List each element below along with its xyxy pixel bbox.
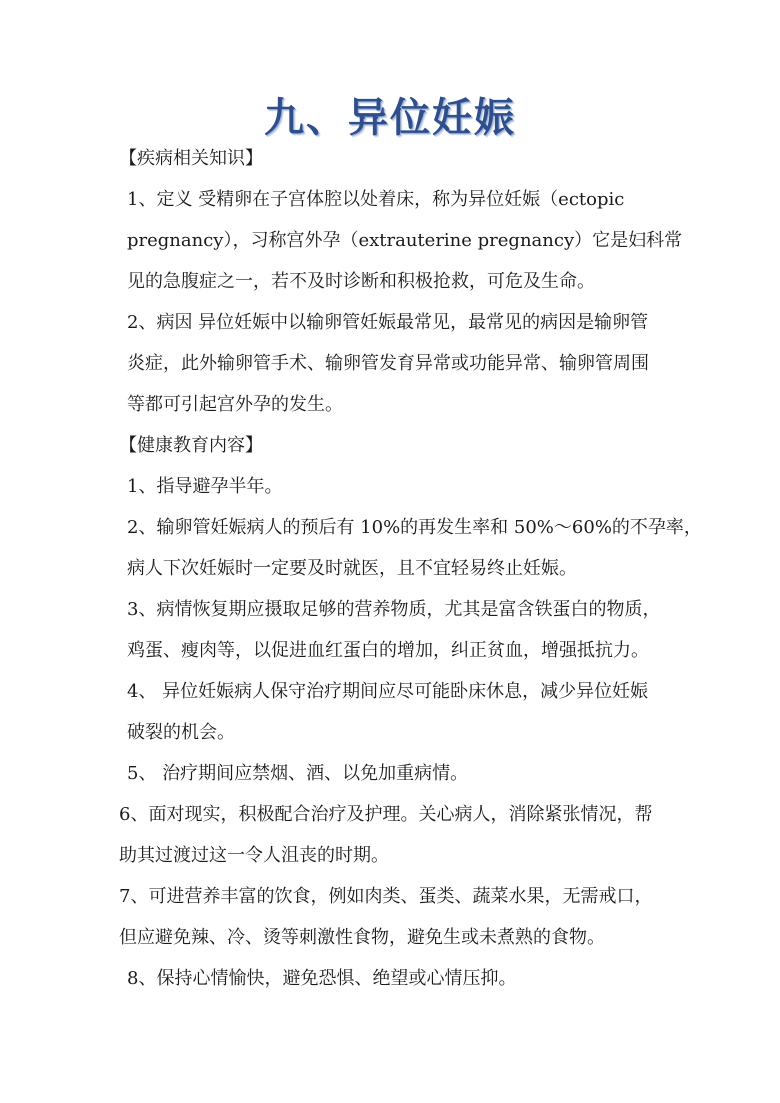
definition-line-1: 1、定义 受精卵在子宫体腔以处着床，称为异位妊娠（ectopic bbox=[127, 189, 625, 210]
education-item-7-line-2: 但应避免辣、冷、烫等刺激性食物，避免生或未煮熟的食物。 bbox=[119, 927, 605, 948]
education-item-3-line-1: 3、病情恢复期应摄取足够的营养物质，尤其是富含铁蛋白的物质， bbox=[127, 599, 661, 620]
education-item-3-line-2: 鸡蛋、瘦肉等，以促进血红蛋白的增加，纠正贫血，增强抵抗力。 bbox=[127, 640, 649, 661]
etiology-line-1: 2、病因 异位妊娠中以输卵管妊娠最常见，最常见的病因是输卵管 bbox=[127, 312, 649, 333]
education-item-6-line-1: 6、面对现实，积极配合治疗及护理。关心病人，消除紧张情况，帮 bbox=[119, 804, 653, 825]
definition-line-3: 见的急腹症之一，若不及时诊断和积极抢救，可危及生命。 bbox=[127, 271, 595, 292]
definition-line-2: pregnancy），习称宫外孕（extrauterine pregnancy）它是妇科常 bbox=[127, 230, 683, 251]
education-item-6-line-2: 助其过渡过这一令人沮丧的时期。 bbox=[119, 845, 389, 866]
education-item-7-line-1: 7、可进营养丰富的饮食，例如肉类、蛋类、蔬菜水果，无需戒口， bbox=[119, 886, 653, 907]
etiology-line-3: 等都可引起宫外孕的发生。 bbox=[127, 394, 343, 415]
section-heading-disease-knowledge: 【疾病相关知识】 bbox=[119, 148, 263, 169]
page-title: 九、异位妊娠 bbox=[264, 94, 516, 141]
education-item-5-line-1: 5、 治疗期间应禁烟、酒、以免加重病情。 bbox=[127, 763, 469, 784]
education-item-4-line-2: 破裂的机会。 bbox=[127, 722, 235, 743]
education-item-1-line-1: 1、指导避孕半年。 bbox=[127, 476, 283, 497]
education-item-2-line-1: 2、输卵管妊娠病人的预后有 10%的再发生率和 50%～60%的不孕率， bbox=[127, 517, 702, 538]
education-item-4-line-1: 4、 异位妊娠病人保守治疗期间应尽可能卧床休息，减少异位妊娠 bbox=[127, 681, 649, 702]
etiology-line-2: 炎症，此外输卵管手术、输卵管发育异常或功能异常、输卵管周围 bbox=[127, 353, 649, 374]
education-item-2-line-2: 病人下次妊娠时一定要及时就医，且不宜轻易终止妊娠。 bbox=[127, 558, 577, 579]
education-item-8-line-1: 8、保持心情愉快，避免恐惧、绝望或心情压抑。 bbox=[127, 968, 517, 989]
section-heading-health-education: 【健康教育内容】 bbox=[119, 435, 263, 456]
